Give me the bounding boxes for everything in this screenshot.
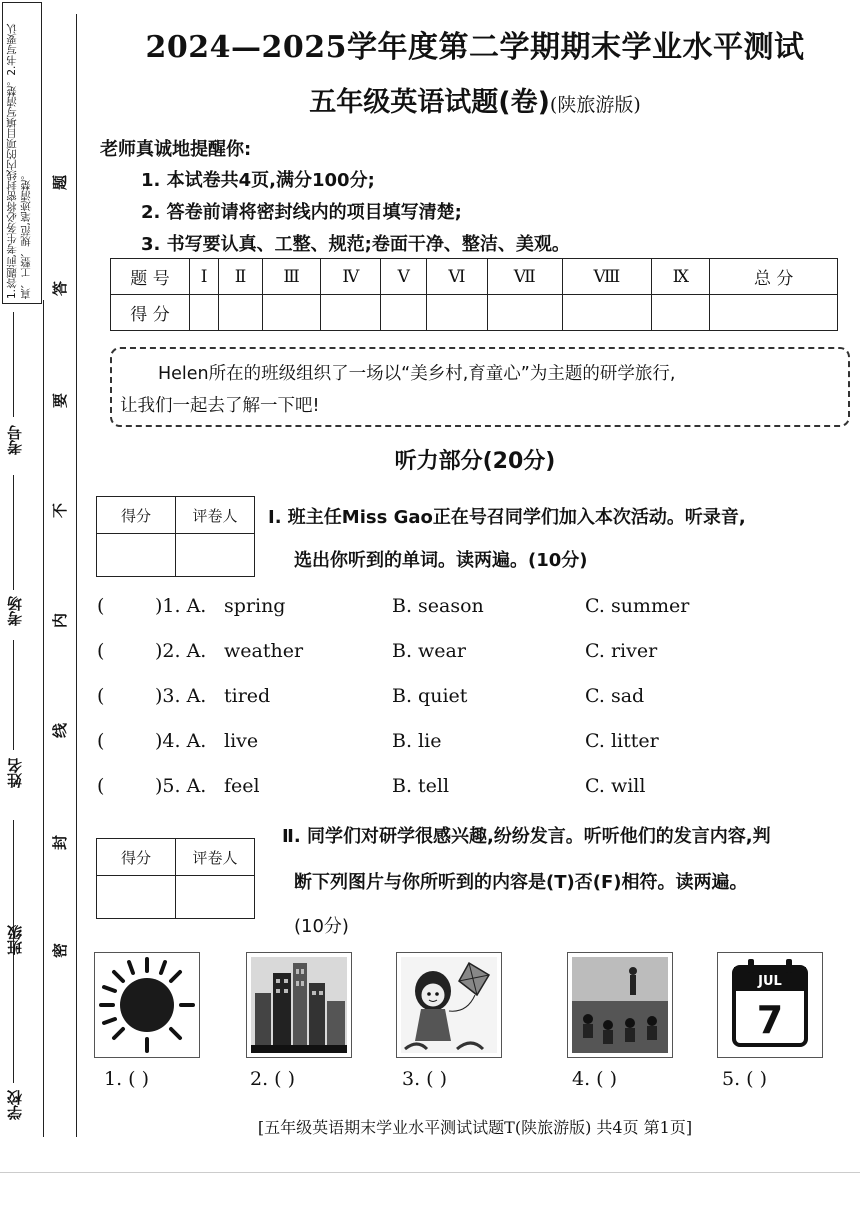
question-number: )1. A. (155, 595, 207, 617)
picture-answer[interactable]: 5. ( ) (722, 1068, 768, 1090)
option-a: tired (224, 685, 271, 707)
score-table-header-label: 题 号 (111, 259, 190, 295)
option-b: B. tell (392, 775, 450, 797)
calendar-day: 7 (756, 998, 784, 1042)
section2-points: (10分) (294, 916, 349, 937)
option-b: B. wear (392, 640, 466, 662)
score-col-header: Ⅱ (219, 259, 263, 295)
field-number-label: 考号 (6, 425, 24, 455)
seal-char: 密 (51, 942, 70, 959)
intro-box (110, 347, 850, 427)
field-name-line[interactable] (13, 640, 14, 750)
binding-notice: 1.答题前,考生务必将密封线内的项目填写清楚。2.书写要认真、工整、规范,笔迹清楚。 (6, 23, 32, 299)
field-school-label: 学校 (6, 1090, 24, 1120)
score-col-header: Ⅷ (562, 259, 652, 295)
picture-answer[interactable]: 4. ( ) (572, 1068, 618, 1090)
picture-answer[interactable]: 1. ( ) (104, 1068, 150, 1090)
grader-score-cell[interactable] (97, 876, 176, 919)
section1-instruction: I. 班主任Miss Gao正在号召同学们加入本次活动。听录音, (268, 507, 746, 528)
option-a: live (224, 730, 259, 752)
option-b: B. lie (392, 730, 442, 752)
seal-char: 答 (51, 280, 70, 297)
city-icon (246, 952, 352, 1058)
exam-subject: 五年级英语试题(卷) (309, 87, 550, 118)
option-c: C. summer (585, 595, 690, 617)
question-row (97, 775, 797, 801)
score-col-header: Ⅶ (487, 259, 562, 295)
question-row (97, 640, 797, 666)
score-cell[interactable] (262, 295, 320, 331)
score-col-header: Ⅸ (652, 259, 710, 295)
exam-title: 2024—2025学年度第二学期期末学业水平测试 (145, 30, 805, 65)
reminder-item: 1. 本试卷共4页,满分100分; (141, 170, 375, 191)
score-col-header: V (381, 259, 427, 295)
answer-bracket[interactable]: ( (97, 595, 105, 617)
score-col-header: Ⅲ (262, 259, 320, 295)
option-c: C. sad (585, 685, 645, 707)
question-number: )3. A. (155, 685, 207, 707)
seal-char: 封 (51, 834, 70, 851)
score-table (110, 258, 838, 331)
intro-line: 让我们一起去了解一下吧! (120, 396, 320, 416)
score-cell[interactable] (652, 295, 710, 331)
option-b: B. season (392, 595, 484, 617)
calendar-icon (717, 952, 823, 1058)
page-bottom-edge (0, 1172, 860, 1173)
park-people-icon (567, 952, 673, 1058)
field-room-line[interactable] (13, 475, 14, 590)
page-footer: [五年级英语期末学业水平测试试题T(陕旅游版) 共4页 第1页] (257, 1118, 693, 1137)
picture-answer[interactable]: 2. ( ) (250, 1068, 296, 1090)
sun-icon (94, 952, 200, 1058)
score-col-header: Ⅳ (321, 259, 381, 295)
score-cell[interactable] (219, 295, 263, 331)
seal-char: 题 (51, 174, 70, 191)
seal-char: 要 (51, 392, 70, 409)
field-number-line[interactable] (13, 312, 14, 417)
field-class-line[interactable] (13, 820, 14, 915)
section2-grader-table (96, 838, 255, 919)
field-class-label: 班级 (6, 925, 24, 955)
answer-bracket[interactable]: ( (97, 730, 105, 752)
listening-heading: 听力部分(20分) (394, 449, 556, 474)
score-cell[interactable] (321, 295, 381, 331)
reminder-title: 老师真诚地提醒你: (100, 139, 252, 160)
field-room-label: 考场 (6, 596, 24, 626)
question-number: )4. A. (155, 730, 207, 752)
binding-line-inner (43, 300, 44, 1137)
question-row (97, 685, 797, 711)
exam-subtitle (90, 80, 860, 119)
section1-grader-table (96, 496, 255, 577)
intro-line: Helen所在的班级组织了一场以“美乡村,育童心”为主题的研学旅行, (158, 364, 676, 384)
grader-name-cell[interactable] (176, 534, 255, 577)
girl-kite-icon (396, 952, 502, 1058)
binding-line-outer (76, 14, 77, 1137)
seal-char: 内 (51, 612, 70, 629)
question-row (97, 730, 797, 756)
score-cell[interactable] (487, 295, 562, 331)
score-cell[interactable] (710, 295, 838, 331)
field-name-label: 姓名 (6, 758, 24, 788)
answer-bracket[interactable]: ( (97, 685, 105, 707)
grader-name-label: 评卷人 (176, 497, 255, 534)
question-number: )2. A. (155, 640, 207, 662)
score-cell[interactable] (427, 295, 487, 331)
grader-name-cell[interactable] (176, 876, 255, 919)
option-a: spring (224, 595, 286, 617)
option-c: C. river (585, 640, 658, 662)
grader-score-label: 得分 (97, 839, 176, 876)
score-cell[interactable] (562, 295, 652, 331)
score-col-header: I (190, 259, 219, 295)
picture-answer[interactable]: 3. ( ) (402, 1068, 448, 1090)
section1-instruction: 选出你听到的单词。读两遍。(10分) (294, 550, 588, 571)
score-row-label: 得 分 (111, 295, 190, 331)
score-col-header: 总 分 (710, 259, 838, 295)
section2-instruction: Ⅱ. 同学们对研学很感兴趣,纷纷发言。听听他们的发言内容,判 (282, 826, 771, 847)
option-c: C. litter (585, 730, 659, 752)
seal-char: 不 (51, 502, 70, 519)
option-a: weather (224, 640, 304, 662)
option-c: C. will (585, 775, 646, 797)
option-a: feel (224, 775, 260, 797)
score-cell[interactable] (381, 295, 427, 331)
question-row (97, 595, 797, 621)
grader-score-cell[interactable] (97, 534, 176, 577)
option-b: B. quiet (392, 685, 468, 707)
score-col-header: Ⅵ (427, 259, 487, 295)
reminder-item: 2. 答卷前请将密封线内的项目填写清楚; (141, 202, 462, 223)
seal-char: 线 (51, 722, 70, 739)
reminder-item: 3. 书写要认真、工整、规范;卷面干净、整洁、美观。 (141, 234, 570, 255)
calendar-month: JUL (758, 974, 782, 989)
answer-bracket[interactable]: ( (97, 640, 105, 662)
binding-notice-box (2, 2, 42, 304)
answer-bracket[interactable]: ( (97, 775, 105, 797)
grader-score-label: 得分 (97, 497, 176, 534)
exam-edition: (陕旅游版) (549, 94, 641, 116)
question-number: )5. A. (155, 775, 207, 797)
section2-instruction: 断下列图片与你所听到的内容是(T)否(F)相符。读两遍。 (294, 872, 748, 893)
score-cell[interactable] (190, 295, 219, 331)
grader-name-label: 评卷人 (176, 839, 255, 876)
